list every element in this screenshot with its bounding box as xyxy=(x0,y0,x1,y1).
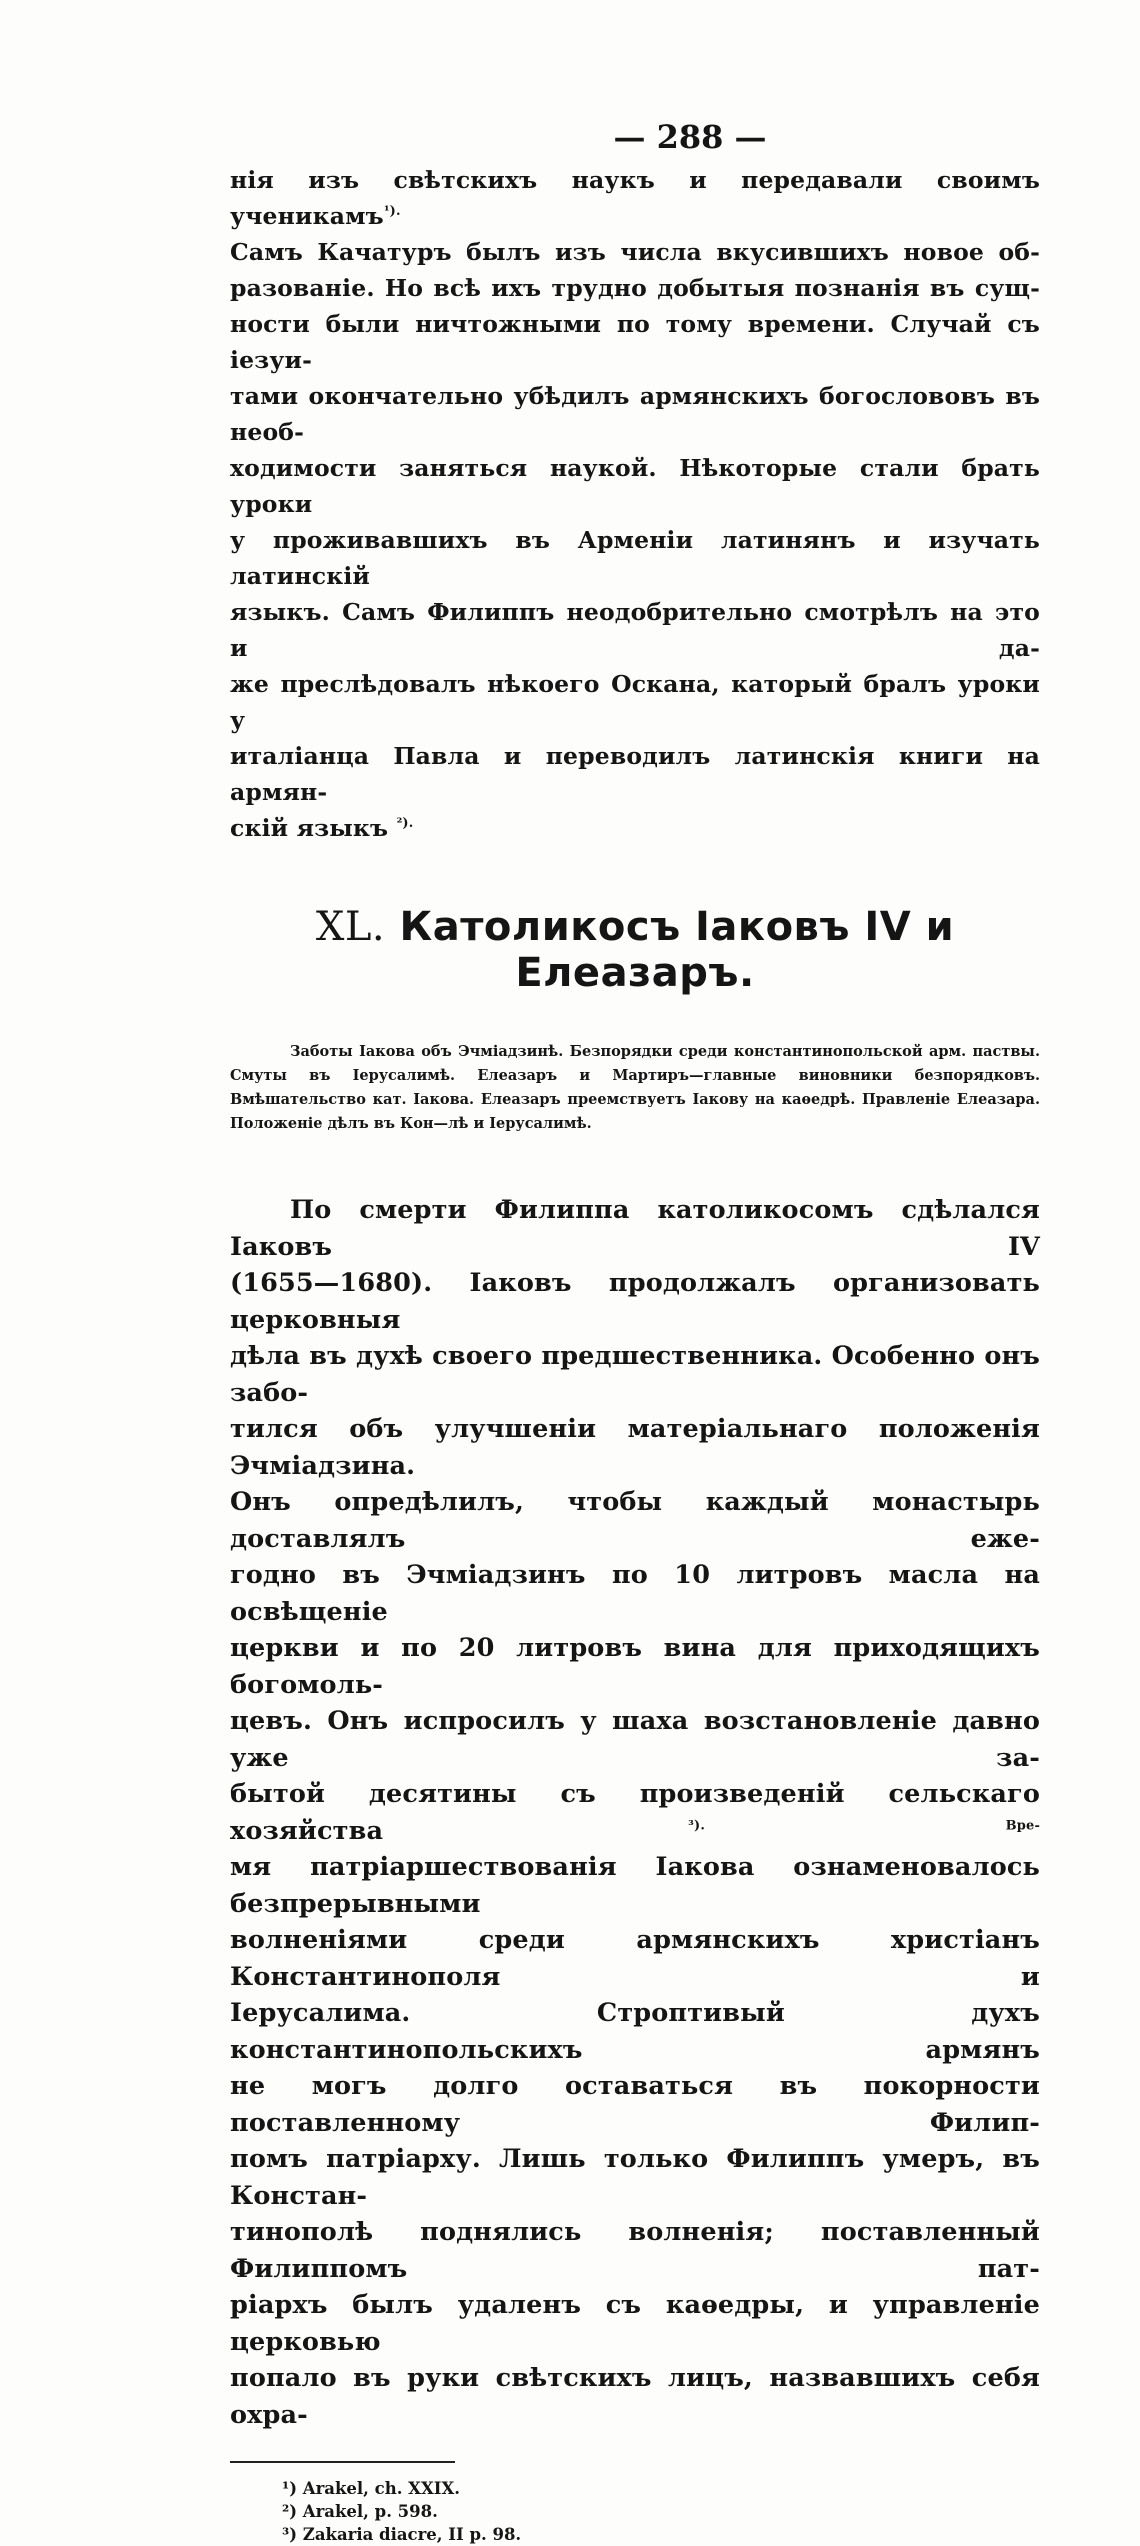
footnote-ref[interactable]: ¹). xyxy=(383,204,401,220)
text-line: бытой десятины съ произведеній сельскаго хозяйства $^{^3). Вре-}$ xyxy=(230,1779,1040,1846)
text-line: не могъ долго оставаться въ покорности поставленному Филип- xyxy=(230,2071,1040,2138)
footnotes xyxy=(282,2477,1040,2546)
text-line: скій языкъ $^{^2).}$ xyxy=(230,814,414,842)
text-line: тами окончательно убѣдилъ армянскихъ богослововъ въ необ- xyxy=(230,382,1040,446)
text-line: тинополѣ поднялись волненія; поставленный Филиппомъ пат- xyxy=(230,2217,1040,2284)
text-line: Іерусалима. Строптивый духъ константинопольскихъ армянъ xyxy=(230,1998,1040,2065)
text-line: дѣла въ духѣ своего предшественника. Особенно онъ забо- xyxy=(230,1341,1040,1408)
chapter-heading xyxy=(230,904,1040,996)
text-line: италіанца Павла и переводилъ латинскія книги на армян- xyxy=(230,742,1040,806)
text-line: церкви и по 20 литровъ вина для приходящихъ богомоль- xyxy=(230,1633,1040,1700)
text-line: языкъ. Самъ Филиппъ неодобрительно смотрѣлъ на это и да- xyxy=(230,598,1040,662)
text-line: ности были ничтожными по тому времени. Случай съ іезуи- xyxy=(230,310,1040,374)
footnote-ref[interactable]: ²). xyxy=(396,816,414,832)
footnote-divider xyxy=(230,2461,455,2463)
chapter-number: XL. xyxy=(315,904,386,950)
text-line: разованіе. Но всѣ ихъ трудно добытыя познанія въ сущ- xyxy=(230,274,1040,302)
text-line: (1655—1680). Іаковъ продолжалъ организовать церковныя xyxy=(230,1268,1040,1335)
text-line: же преслѣдовалъ нѣкоего Оскана, каторый бралъ уроки у xyxy=(230,670,1040,734)
text-line: цевъ. Онъ испросилъ у шаха возстановленіе давно уже за- xyxy=(230,1706,1040,1773)
text-line: помъ патріарху. Лишь только Филиппъ умеръ, въ Констан- xyxy=(230,2144,1040,2211)
footnote-2: ²) Arakel, p. 598. xyxy=(282,2502,438,2521)
paragraph-2 xyxy=(230,1192,1040,2433)
text-line: годно въ Эчміадзинъ по 10 литровъ масла на освѣщеніе xyxy=(230,1560,1040,1627)
footnote-1: ¹) Arakel, ch. XXIX. xyxy=(282,2479,461,2498)
chapter-summary: Заботы Іакова объ Эчміадзинѣ. Безпорядки среди константинопольской арм. паствы. Смуты въ Іерусалимѣ. Елеазаръ и Мартиръ—главные виновники безпорядковъ. Вмѣшательство кат. Іакова. Елеазаръ преемствуетъ Іакову на каѳедрѣ. Правленіе Елеазара. Положеніе дѣлъ въ Кон—лѣ и Іерусалимѣ. xyxy=(230,1043,1040,1132)
text-line: Самъ Качатуръ былъ изъ числа вкусившихъ новое об- xyxy=(230,238,1040,266)
footnote-ref[interactable]: ³). Вре- xyxy=(688,1818,1040,1833)
text-line: у проживавшихъ въ Арменіи латинянъ и изучать латинскій xyxy=(230,526,1040,590)
text-line: тился объ улучшеніи матеріальнаго положенія Эчміадзина. xyxy=(230,1414,1040,1481)
footnote-3: ³) Zakaria diacre, II p. 98. xyxy=(282,2525,522,2544)
text-line: По смерти Филиппа католикосомъ сдѣлался Іаковъ IV xyxy=(230,1195,1040,1262)
text-line: волненіями среди армянскихъ христіанъ Константинополя и xyxy=(230,1925,1040,1992)
chapter-title: Католикосъ Іаковъ IV и Елеазаръ. xyxy=(399,904,955,996)
text-line: попало въ руки свѣтскихъ лицъ, назвавшихъ себя охра- xyxy=(230,2363,1040,2430)
text-line: ходимости заняться наукой. Нѣкоторые стали брать уроки xyxy=(230,454,1040,518)
text-line: ріархъ былъ удаленъ съ каѳедры, и управленіе церковью xyxy=(230,2290,1040,2357)
page-number: — 288 — xyxy=(613,118,767,156)
text-line: Онъ опредѣлилъ, чтобы каждый монастырь доставлялъ еже- xyxy=(230,1487,1040,1554)
paragraph-1 xyxy=(230,162,1040,846)
text-line: мя патріаршествованія Іакова ознаменовалось безпрерывными xyxy=(230,1852,1040,1919)
text-line: нія изъ свѣтскихъ наукъ и передавали своимъ ученикамъ$^{^1).}$ xyxy=(230,166,1040,230)
book-page xyxy=(230,118,1040,2546)
